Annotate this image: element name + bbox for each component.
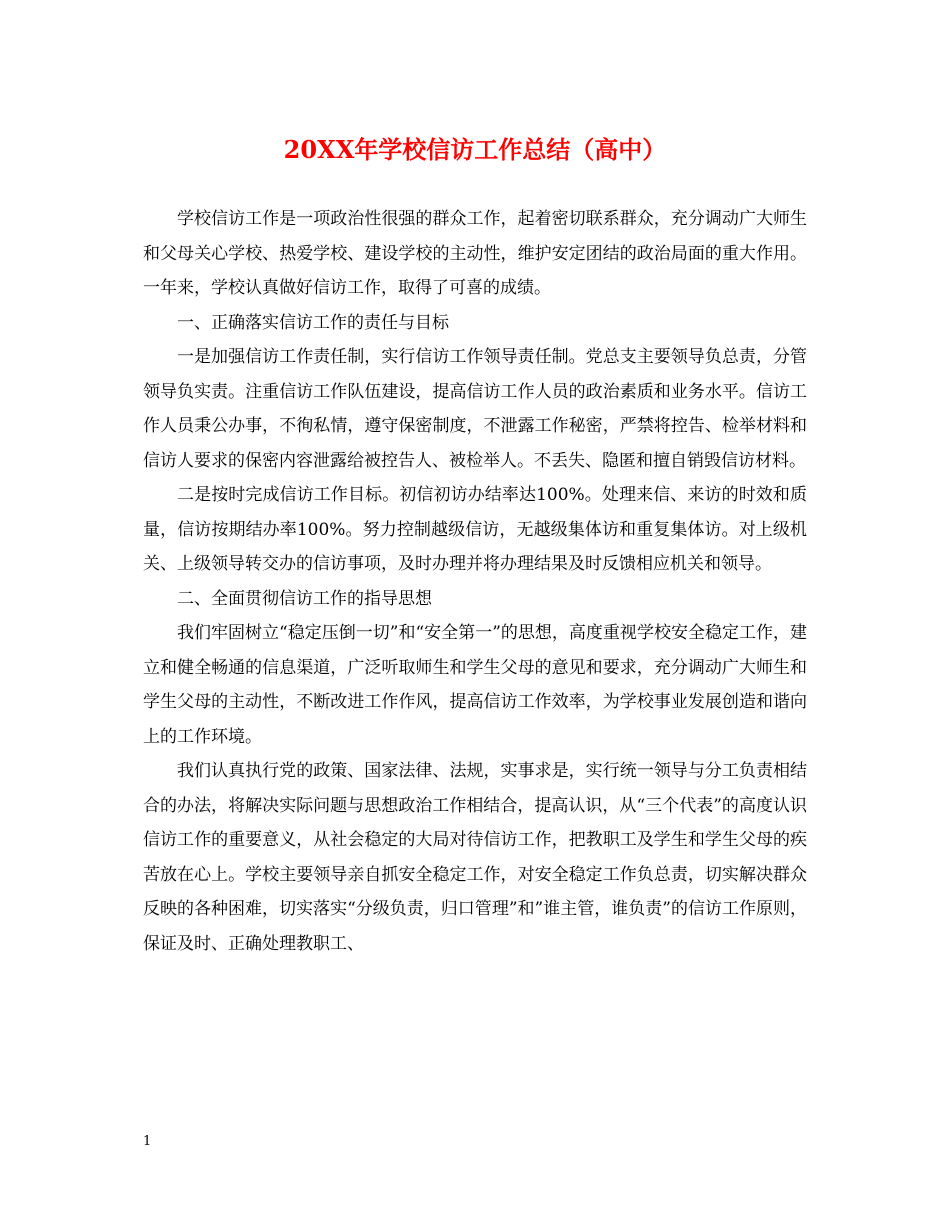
section-heading-2: 二、全面贯彻信访工作的指导思想: [177, 588, 432, 609]
section-heading-1: 一、正确落实信访工作的责任与目标: [177, 312, 449, 333]
body-paragraph: 一是加强信访工作责任制，实行信访工作领导责任制。党总支主要领导负总责，分管领导负实责。注重信访工作队伍建设，提高信访工作人员的政治素质和业务水平。信访工作人员秉公办事，不徇私情，遵守保密制度，不泄露工作秘密，严禁将控告、检举材料和信访人要求的保密内容泄露给被控告人、被检举人。不丢失、隐匿和擅自销毁信访材料。: [143, 347, 807, 471]
document-body: [143, 202, 807, 961]
intro-paragraph: 学校信访工作是一项政治性很强的群众工作，起着密切联系群众，充分调动广大师生和父母关心学校、热爱学校、建设学校的主动性，维护安定团结的政治局面的重大作用。一年来，学校认真做好信访工作，取得了可喜的成绩。: [143, 209, 807, 298]
body-paragraph: 我们认真执行党的政策、国家法律、法规，实事求是，实行统一领导与分工负责相结合的办法，将解决实际问题与思想政治工作相结合，提高认识，从“三个代表”的高度认识信访工作的重要意义，从社会稳定的大局对待信访工作，把教职工及学生和学生父母的疾苦放在心上。学校主要领导亲自抓安全稳定工作，对安全稳定工作负总责，切实解决群众反映的各种困难，切实落实“分级负责，归口管理”和”谁主管，谁负责”的信访工作原则，保证及时、正确处理教职工、: [143, 761, 807, 954]
page-number: 1: [143, 1134, 152, 1149]
body-paragraph: 我们牢固树立“稳定压倒一切”和“安全第一”的思想，高度重视学校安全稳定工作，建立和健全畅通的信息渠道，广泛听取师生和学生父母的意见和要求，充分调动广大师生和学生父母的主动性，不断改进工作作风，提高信访工作效率，为学校事业发展创造和谐向上的工作环境。: [143, 623, 807, 747]
page-title: 20XX年学校信访工作总结（高中）: [283, 135, 667, 164]
body-paragraph: 二是按时完成信访工作目标。初信初访办结率达100%。处理来信、来访的时效和质量，信访按期结办率100%。努力控制越级信访，无越级集体访和重复集体访。对上级机关、上级领导转交办的信访事项，及时办理并将办理结果及时反馈相应机关和领导。: [143, 485, 807, 574]
